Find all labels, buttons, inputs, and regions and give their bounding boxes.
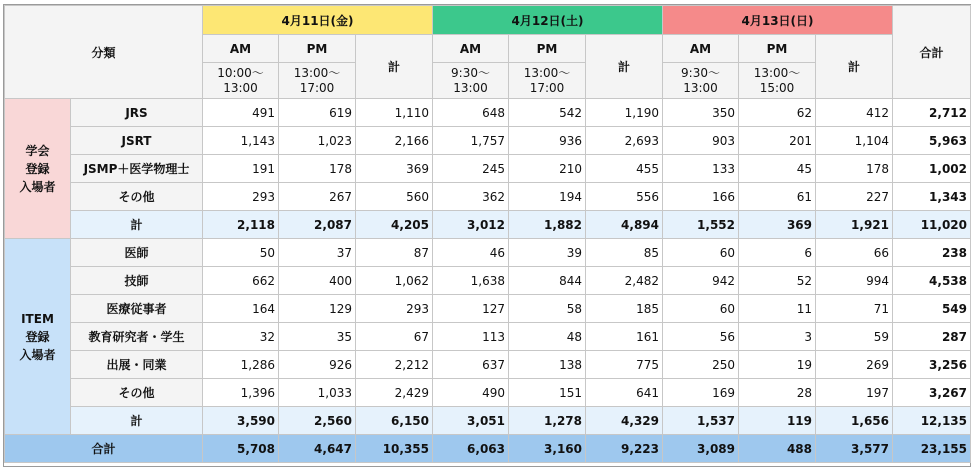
- value-cell: 412: [816, 99, 893, 127]
- subtotal-cell: 12,135: [893, 407, 971, 435]
- subtotal-cell: 2,087: [279, 211, 356, 239]
- value-cell: 1,190: [586, 99, 663, 127]
- day-3-header: 4月13日(日): [663, 6, 893, 35]
- table-row: [5, 351, 971, 379]
- row-label: 医師: [71, 239, 203, 267]
- value-cell: 490: [433, 379, 509, 407]
- value-cell: 5,963: [893, 127, 971, 155]
- subtotal-cell: 1,882: [509, 211, 586, 239]
- day-2-am-header: AM: [433, 35, 509, 63]
- value-cell: 19: [739, 351, 816, 379]
- day-3-pm-time: 13:00〜 15:00: [739, 63, 816, 99]
- value-cell: 169: [663, 379, 739, 407]
- value-cell: 39: [509, 239, 586, 267]
- day-2-pm-header: PM: [509, 35, 586, 63]
- table-row: [5, 127, 971, 155]
- value-cell: 287: [893, 323, 971, 351]
- row-label: 教育研究者・学生: [71, 323, 203, 351]
- subtotal-row: [5, 211, 971, 239]
- value-cell: 293: [356, 295, 433, 323]
- value-cell: 619: [279, 99, 356, 127]
- subtotal-cell: 6,150: [356, 407, 433, 435]
- value-cell: 161: [586, 323, 663, 351]
- value-cell: 3,256: [893, 351, 971, 379]
- attendance-table: [4, 5, 971, 463]
- value-cell: 362: [433, 183, 509, 211]
- subtotal-cell: 2,560: [279, 407, 356, 435]
- value-cell: 56: [663, 323, 739, 351]
- subtotal-label: 計: [71, 407, 203, 435]
- value-cell: 1,104: [816, 127, 893, 155]
- value-cell: 1,033: [279, 379, 356, 407]
- grand-total-cell: 10,355: [356, 435, 433, 463]
- value-cell: 129: [279, 295, 356, 323]
- value-cell: 2,482: [586, 267, 663, 295]
- day-1-pm-time: 13:00〜 17:00: [279, 63, 356, 99]
- value-cell: 178: [816, 155, 893, 183]
- value-cell: 2,212: [356, 351, 433, 379]
- grand-total-cell: 488: [739, 435, 816, 463]
- value-cell: 641: [586, 379, 663, 407]
- value-cell: 60: [663, 295, 739, 323]
- grand-total-cell: 3,577: [816, 435, 893, 463]
- value-cell: 6: [739, 239, 816, 267]
- day-2-header: 4月12日(土): [433, 6, 663, 35]
- subtotal-cell: 2,118: [203, 211, 279, 239]
- value-cell: 3: [739, 323, 816, 351]
- value-cell: 1,062: [356, 267, 433, 295]
- value-cell: 178: [279, 155, 356, 183]
- value-cell: 185: [586, 295, 663, 323]
- value-cell: 455: [586, 155, 663, 183]
- value-cell: 3,267: [893, 379, 971, 407]
- value-cell: 66: [816, 239, 893, 267]
- value-cell: 52: [739, 267, 816, 295]
- value-cell: 2,712: [893, 99, 971, 127]
- day-1-am-time: 10:00〜 13:00: [203, 63, 279, 99]
- value-cell: 87: [356, 239, 433, 267]
- value-cell: 942: [663, 267, 739, 295]
- table-body: [5, 99, 971, 463]
- day-3-am-time: 9:30〜 13:00: [663, 63, 739, 99]
- value-cell: 62: [739, 99, 816, 127]
- day-2-am-time: 9:30〜 13:00: [433, 63, 509, 99]
- value-cell: 210: [509, 155, 586, 183]
- value-cell: 491: [203, 99, 279, 127]
- value-cell: 227: [816, 183, 893, 211]
- value-cell: 1,110: [356, 99, 433, 127]
- table-row: [5, 239, 971, 267]
- value-cell: 113: [433, 323, 509, 351]
- table-row: [5, 155, 971, 183]
- attendance-table-container: [3, 4, 971, 467]
- value-cell: 267: [279, 183, 356, 211]
- day-3-pm-header: PM: [739, 35, 816, 63]
- table-row: [5, 323, 971, 351]
- total-header: 合計: [893, 6, 971, 99]
- value-cell: 71: [816, 295, 893, 323]
- subtotal-cell: 1,656: [816, 407, 893, 435]
- value-cell: 32: [203, 323, 279, 351]
- grand-total-label: 合計: [5, 435, 203, 463]
- value-cell: 151: [509, 379, 586, 407]
- value-cell: 201: [739, 127, 816, 155]
- subtotal-cell: 4,329: [586, 407, 663, 435]
- subtotal-cell: 4,205: [356, 211, 433, 239]
- grand-total-cell: 9,223: [586, 435, 663, 463]
- value-cell: 1,343: [893, 183, 971, 211]
- value-cell: 1,002: [893, 155, 971, 183]
- group-label: ITEM 登録 入場者: [5, 239, 71, 435]
- row-label: その他: [71, 183, 203, 211]
- value-cell: 133: [663, 155, 739, 183]
- value-cell: 197: [816, 379, 893, 407]
- row-label: 技師: [71, 267, 203, 295]
- value-cell: 637: [433, 351, 509, 379]
- value-cell: 775: [586, 351, 663, 379]
- value-cell: 560: [356, 183, 433, 211]
- subtotal-cell: 3,051: [433, 407, 509, 435]
- value-cell: 28: [739, 379, 816, 407]
- day-3-sum-header: 計: [816, 35, 893, 99]
- row-label: JRS: [71, 99, 203, 127]
- day-1-am-header: AM: [203, 35, 279, 63]
- value-cell: 250: [663, 351, 739, 379]
- subtotal-cell: 3,590: [203, 407, 279, 435]
- value-cell: 1,023: [279, 127, 356, 155]
- value-cell: 85: [586, 239, 663, 267]
- value-cell: 2,166: [356, 127, 433, 155]
- value-cell: 648: [433, 99, 509, 127]
- value-cell: 67: [356, 323, 433, 351]
- value-cell: 59: [816, 323, 893, 351]
- row-label: 出展・同業: [71, 351, 203, 379]
- value-cell: 60: [663, 239, 739, 267]
- value-cell: 48: [509, 323, 586, 351]
- grand-total-cell: 23,155: [893, 435, 971, 463]
- grand-total-cell: 6,063: [433, 435, 509, 463]
- table-row: [5, 99, 971, 127]
- value-cell: 50: [203, 239, 279, 267]
- value-cell: 549: [893, 295, 971, 323]
- value-cell: 936: [509, 127, 586, 155]
- grand-total-cell: 5,708: [203, 435, 279, 463]
- value-cell: 269: [816, 351, 893, 379]
- value-cell: 127: [433, 295, 509, 323]
- value-cell: 58: [509, 295, 586, 323]
- value-cell: 1,286: [203, 351, 279, 379]
- value-cell: 1,757: [433, 127, 509, 155]
- subtotal-cell: 11,020: [893, 211, 971, 239]
- day-2-pm-time: 13:00〜 17:00: [509, 63, 586, 99]
- row-label: JSRT: [71, 127, 203, 155]
- day-1-header: 4月11日(金): [203, 6, 433, 35]
- value-cell: 238: [893, 239, 971, 267]
- value-cell: 61: [739, 183, 816, 211]
- subtotal-cell: 369: [739, 211, 816, 239]
- subtotal-row: [5, 407, 971, 435]
- value-cell: 138: [509, 351, 586, 379]
- value-cell: 46: [433, 239, 509, 267]
- category-header: 分類: [5, 6, 203, 99]
- day-3-am-header: AM: [663, 35, 739, 63]
- value-cell: 556: [586, 183, 663, 211]
- value-cell: 166: [663, 183, 739, 211]
- value-cell: 35: [279, 323, 356, 351]
- value-cell: 662: [203, 267, 279, 295]
- value-cell: 1,638: [433, 267, 509, 295]
- row-label: JSMP＋医学物理士: [71, 155, 203, 183]
- value-cell: 903: [663, 127, 739, 155]
- value-cell: 2,693: [586, 127, 663, 155]
- value-cell: 542: [509, 99, 586, 127]
- value-cell: 994: [816, 267, 893, 295]
- subtotal-cell: 1,278: [509, 407, 586, 435]
- row-label: その他: [71, 379, 203, 407]
- value-cell: 844: [509, 267, 586, 295]
- value-cell: 1,396: [203, 379, 279, 407]
- value-cell: 400: [279, 267, 356, 295]
- grand-total-cell: 4,647: [279, 435, 356, 463]
- value-cell: 37: [279, 239, 356, 267]
- day-1-sum-header: 計: [356, 35, 433, 99]
- subtotal-cell: 3,012: [433, 211, 509, 239]
- value-cell: 194: [509, 183, 586, 211]
- table-row: [5, 295, 971, 323]
- value-cell: 926: [279, 351, 356, 379]
- value-cell: 4,538: [893, 267, 971, 295]
- grand-total-cell: 3,160: [509, 435, 586, 463]
- value-cell: 245: [433, 155, 509, 183]
- value-cell: 350: [663, 99, 739, 127]
- grand-total-row: [5, 435, 971, 463]
- value-cell: 2,429: [356, 379, 433, 407]
- table-row: [5, 267, 971, 295]
- subtotal-cell: 119: [739, 407, 816, 435]
- value-cell: 1,143: [203, 127, 279, 155]
- subtotal-cell: 1,921: [816, 211, 893, 239]
- value-cell: 45: [739, 155, 816, 183]
- value-cell: 293: [203, 183, 279, 211]
- table-row: [5, 379, 971, 407]
- day-1-pm-header: PM: [279, 35, 356, 63]
- table-row: [5, 183, 971, 211]
- value-cell: 11: [739, 295, 816, 323]
- day-2-sum-header: 計: [586, 35, 663, 99]
- subtotal-cell: 1,552: [663, 211, 739, 239]
- grand-total-cell: 3,089: [663, 435, 739, 463]
- group-label: 学会 登録 入場者: [5, 99, 71, 239]
- subtotal-cell: 4,894: [586, 211, 663, 239]
- subtotal-cell: 1,537: [663, 407, 739, 435]
- value-cell: 369: [356, 155, 433, 183]
- subtotal-label: 計: [71, 211, 203, 239]
- value-cell: 164: [203, 295, 279, 323]
- row-label: 医療従事者: [71, 295, 203, 323]
- value-cell: 191: [203, 155, 279, 183]
